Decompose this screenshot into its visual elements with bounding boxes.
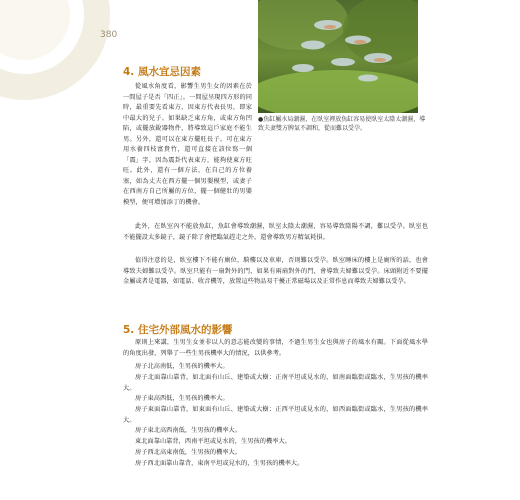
section-5-title: 5. 住宅外部風水的影響 — [123, 324, 233, 336]
list-item: 房子北高南低，生男孩的機率大。 — [135, 363, 229, 370]
list-item: 房子東高西低，生男孩的機率大。 — [135, 395, 229, 402]
page-number: 380 — [100, 30, 118, 40]
list-item: 房子北面靠山靠背，如北面有山丘、建築或大樹；正南平坦或見水的，如南面臨街或臨水，生男孩的機率大。 — [123, 374, 428, 392]
section-5-intro: 原則上來講，生男生女並非以人的意志能改變的事情，不過生男生女也與房子的風水有關。下面從風水學的角度出發，列舉了一些生男孩機率大的情況，以供參考。 — [123, 339, 428, 357]
section-4-paragraph-2: 此外，在臥室內不能放魚缸，魚缸會導致潮濕，臥室太陰太潮濕，容易導致陰陽不調，難以受孕。臥室也不能擺設太多鏡子，鏡子除了會把臨氣趕走之外，還會導致男方精氣耗損。 — [123, 223, 428, 241]
list-item: 房子東面靠山靠背，如東面有山丘、建築或大樹；正西平坦或見水的，如西面臨街或臨水，生男孩的機率大。 — [123, 406, 428, 424]
list-item: 東北面靠山靠背，西南平坦或見水的，生男孩的機率大。 — [135, 438, 291, 445]
section-4-paragraph-1: 從風水角度看，影響生男生女的因素在於一間屋子是否「四正」。一間屋呈現四方形的同時，最重要先看東方，因東方代表長男，即家中最大的兒子。如果缺乏東方角，或東方角凹陷，或擺放銳器物件，將導致這戶家庭不能生男。另外，還可以在東方擺旺長子。可在東方用水養四枝富貴竹，還可直接在該位寫一個「震」字，因為震卦代表東方，能夠使東方旺旺。此外，還有一個方法，在自己的方位養塞，如為丈夫在西方擺一個男嬰模型，或妻子在西南方自己所屬的方位，擺一個健壯的男嬰模型，便可增加添丁的機會。 — [123, 83, 252, 206]
section-4-paragraph-3: 值得注意的是，臥室樓下不能有廁位，騎樓以及車庫，否則難以受孕。臥室睡床的樓上是廁所的話，也會導致夫婦難以受孕。臥室只能有一扇對外的門，如果有兩扇對外的門，會導致夫婦難以受孕。床頭附近不要擺金屬或者是電器，如電話、收音機等，放置這些物品易干擾正常磁場以及正常作息而導致夫婦難以受孕。 — [123, 257, 428, 285]
list-item: 房子西北高東南低，生男孩的機率大。 — [135, 449, 242, 456]
list-item: 房子西北面靠山靠背，東南平坦或見水的，生男孩的機率大。 — [135, 460, 304, 467]
section-4-title: 4. 風水宜忌因素 — [123, 66, 201, 78]
aquarium-photo — [258, 0, 418, 113]
photo-caption: ●魚缸屬水局潮濕，在臥室裡放魚缸容易使臥室太陰太潮濕，導致夫妻雙方脾氣不調和，從而難以受孕。 — [258, 116, 426, 132]
list-item: 房子東北高西南低，生男孩的機率大。 — [135, 427, 242, 434]
